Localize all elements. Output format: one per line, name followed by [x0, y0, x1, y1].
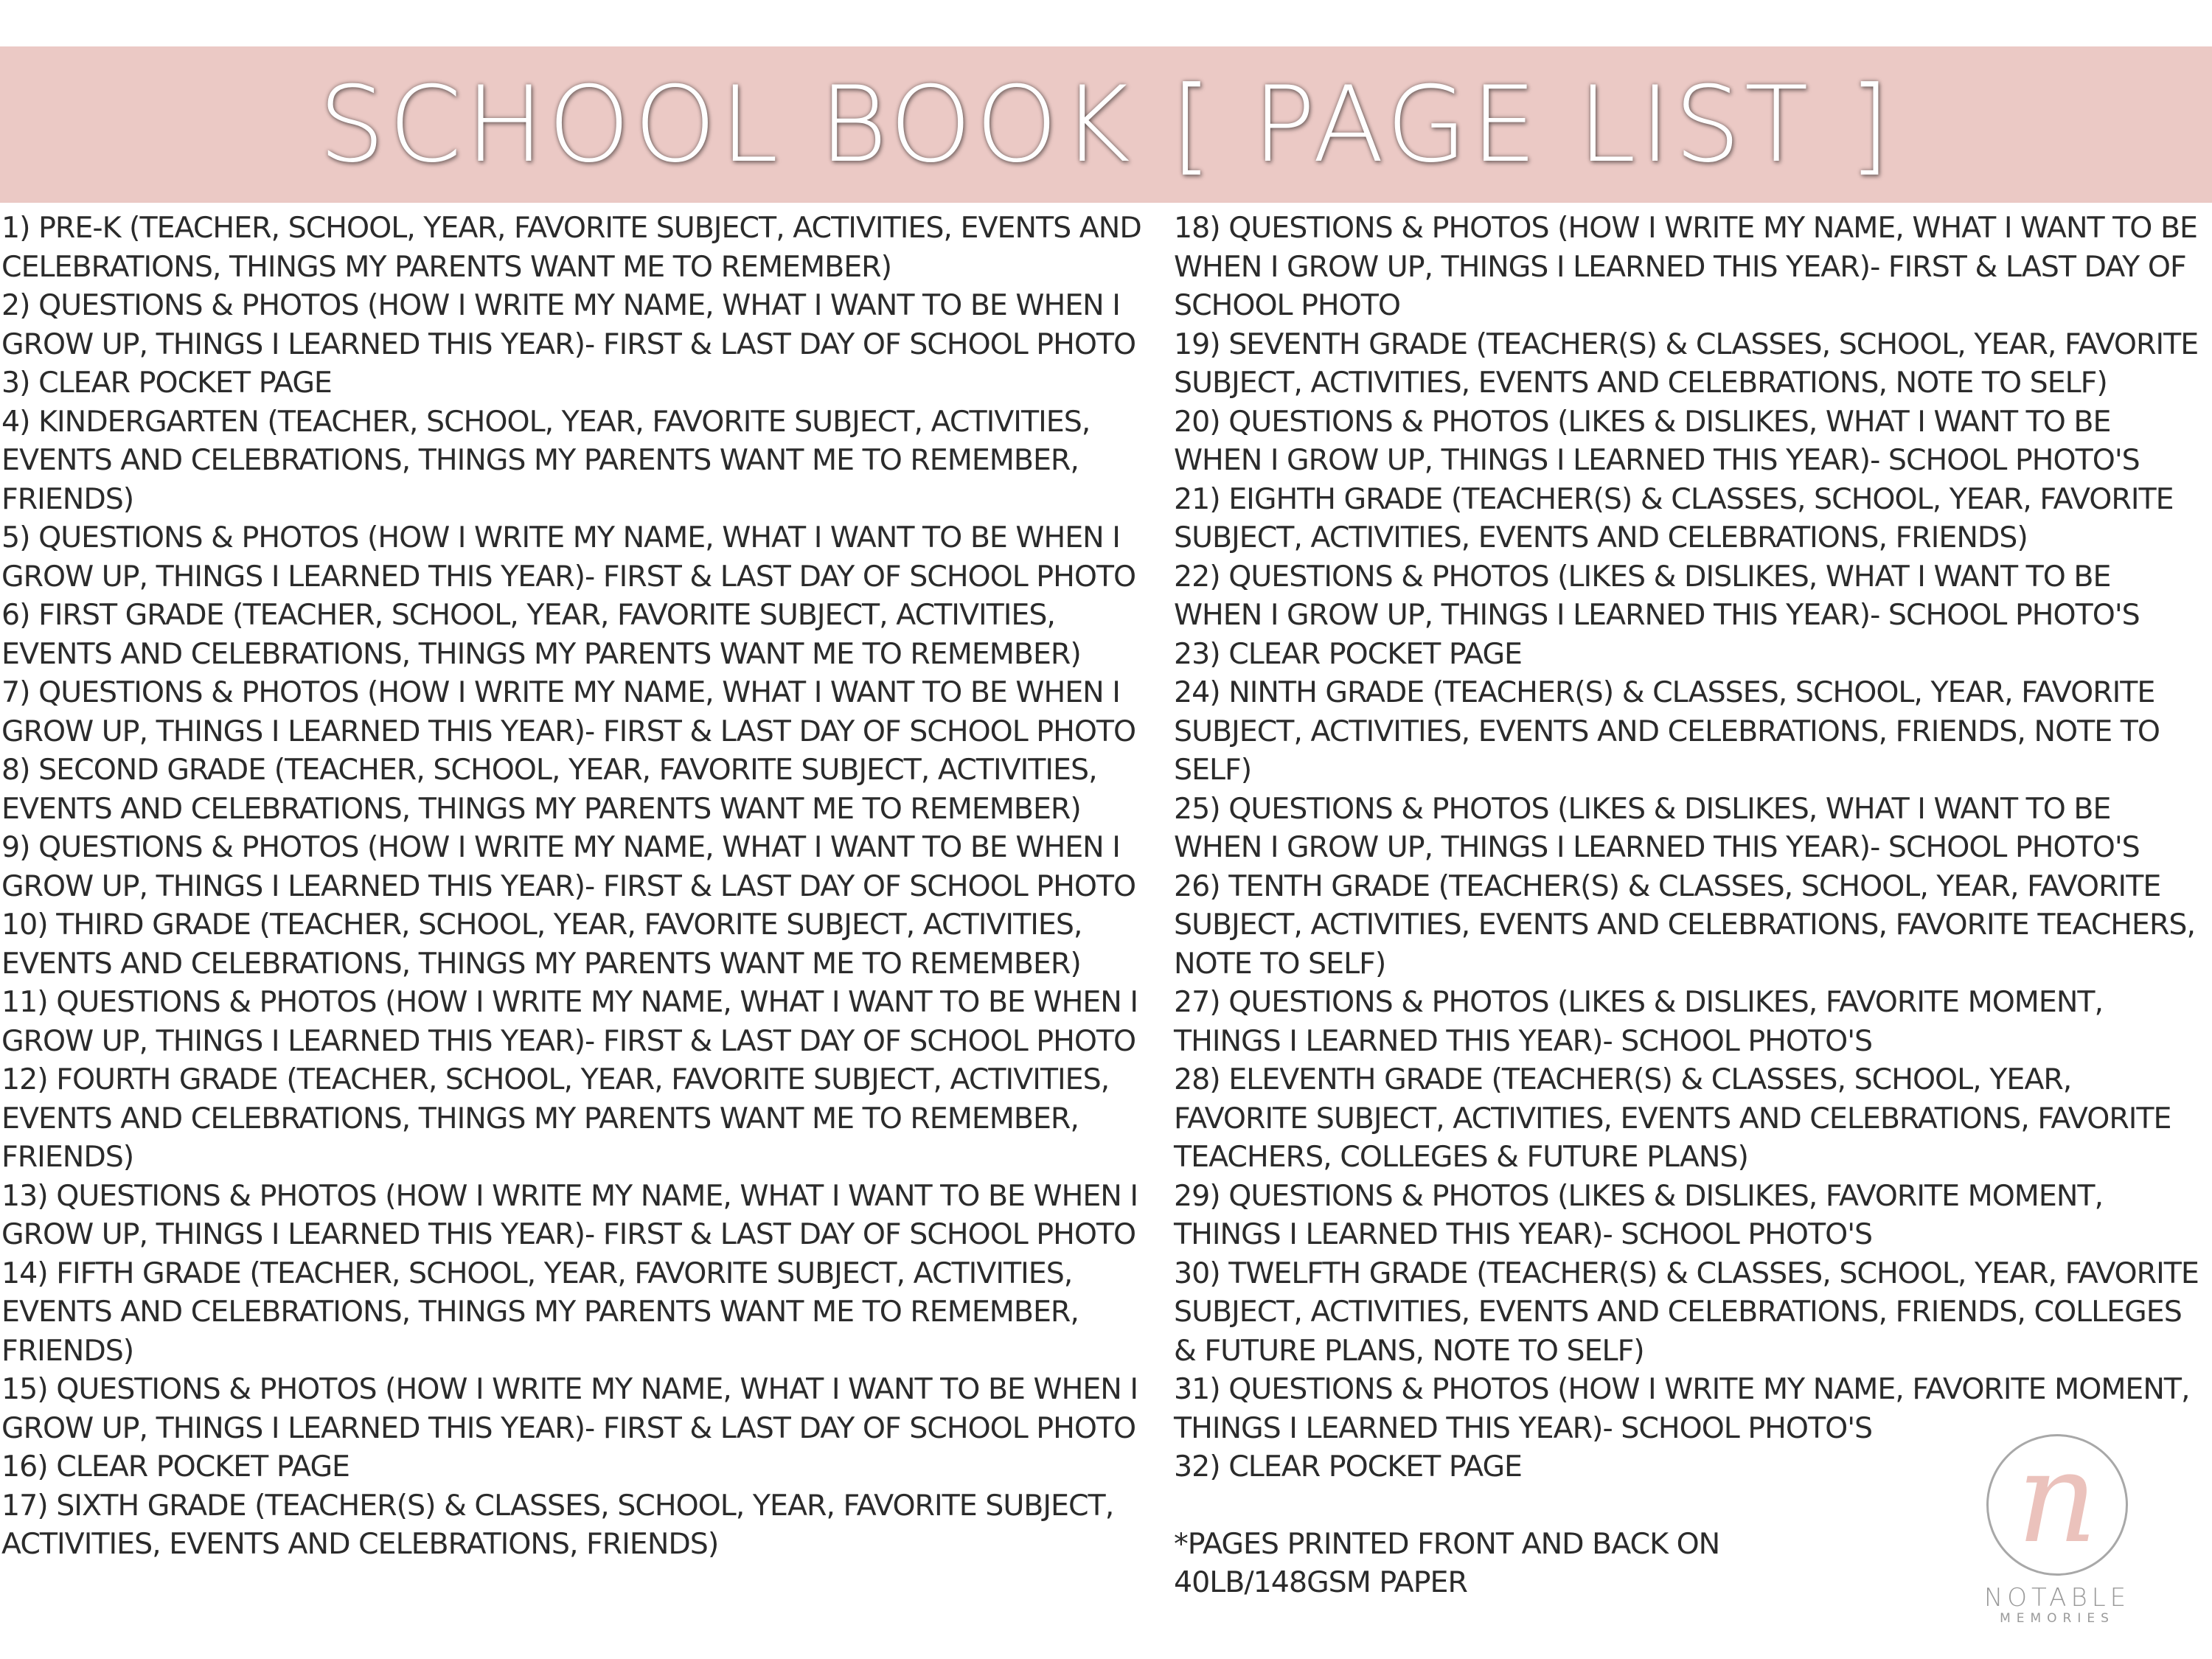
list-item: 31) QUESTIONS & PHOTOS (HOW I WRITE MY NAME, FAVORITE MOMENT, THINGS I LEARNED THIS YEAR)- SCHOOL PHOTO'S [1174, 1372, 2190, 1445]
header-banner [0, 46, 2212, 203]
list-item: 17) SIXTH GRADE (TEACHER(S) & CLASSES, SCHOOL, YEAR, FAVORITE SUBJECT, ACTIVITIES, EVENTS AND CELEBRATIONS, FRIENDS) [1, 1488, 1114, 1561]
list-item: 2) QUESTIONS & PHOTOS (HOW I WRITE MY NAME, WHAT I WANT TO BE WHEN I GROW UP, THINGS I LEARNED THIS YEAR)- FIRST & LAST DAY OF SCHOOL PHOTO [1, 288, 1136, 361]
list-item: 15) QUESTIONS & PHOTOS (HOW I WRITE MY NAME, WHAT I WANT TO BE WHEN I GROW UP, THINGS I LEARNED THIS YEAR)- FIRST & LAST DAY OF SCHOOL PHOTO [1, 1372, 1138, 1445]
list-item: 18) QUESTIONS & PHOTOS (HOW I WRITE MY NAME, WHAT I WANT TO BE WHEN I GROW UP, THINGS I LEARNED THIS YEAR)- FIRST & LAST DAY OF SCHOOL PHOTO [1174, 211, 2198, 322]
list-item: 14) FIFTH GRADE (TEACHER, SCHOOL, YEAR, FAVORITE SUBJECT, ACTIVITIES, EVENTS AND CELEBRATIONS, THINGS MY PARENTS WANT ME TO REMEMBER, FRIENDS) [1, 1256, 1079, 1368]
list-item: 1) PRE-K (TEACHER, SCHOOL, YEAR, FAVORITE SUBJECT, ACTIVITIES, EVENTS AND CELEBRATIONS, THINGS MY PARENTS WANT ME TO REMEMBER) [1, 211, 1141, 284]
list-item: 24) NINTH GRADE (TEACHER(S) & CLASSES, SCHOOL, YEAR, FAVORITE SUBJECT, ACTIVITIES, EVENTS AND CELEBRATIONS, FRIENDS, NOTE TO SELF) [1174, 675, 2160, 787]
paper-note-line-2: 40LB/148GSM PAPER [1174, 1565, 1467, 1599]
list-item: 28) ELEVENTH GRADE (TEACHER(S) & CLASSES, SCHOOL, YEAR, FAVORITE SUBJECT, ACTIVITIES, EVENTS AND CELEBRATIONS, FAVORITE TEACHERS, COLLEGES & FUTURE PLANS) [1174, 1062, 2171, 1174]
list-item: 3) CLEAR POCKET PAGE [1, 366, 332, 400]
page-list-right-column [1174, 209, 2199, 1602]
paper-note-line-1: *PAGES PRINTED FRONT AND BACK ON [1174, 1526, 1720, 1561]
list-item: 29) QUESTIONS & PHOTOS (LIKES & DISLIKES, FAVORITE MOMENT, THINGS I LEARNED THIS YEAR)- SCHOOL PHOTO'S [1174, 1178, 2104, 1251]
list-item: 20) QUESTIONS & PHOTOS (LIKES & DISLIKES, WHAT I WANT TO BE WHEN I GROW UP, THINGS I LEARNED THIS YEAR)- SCHOOL PHOTO'S [1174, 404, 2140, 477]
list-item: 7) QUESTIONS & PHOTOS (HOW I WRITE MY NAME, WHAT I WANT TO BE WHEN I GROW UP, THINGS I LEARNED THIS YEAR)- FIRST & LAST DAY OF SCHOOL PHOTO [1, 675, 1136, 748]
list-item: 32) CLEAR POCKET PAGE [1174, 1450, 1523, 1484]
list-item: 19) SEVENTH GRADE (TEACHER(S) & CLASSES, SCHOOL, YEAR, FAVORITE SUBJECT, ACTIVITIES, EVENTS AND CELEBRATIONS, NOTE TO SELF) [1174, 327, 2199, 400]
list-item: 16) CLEAR POCKET PAGE [1, 1450, 350, 1484]
list-item: 10) THIRD GRADE (TEACHER, SCHOOL, YEAR, FAVORITE SUBJECT, ACTIVITIES, EVENTS AND CELEBRATIONS, THINGS MY PARENTS WANT ME TO REMEMBER) [1, 908, 1082, 981]
page-title: SCHOOL BOOK [ PAGE LIST ] [318, 63, 1894, 186]
list-item: 22) QUESTIONS & PHOTOS (LIKES & DISLIKES, WHAT I WANT TO BE WHEN I GROW UP, THINGS I LEARNED THIS YEAR)- SCHOOL PHOTO'S [1174, 559, 2140, 632]
page-list-left-column [1, 209, 1152, 1564]
list-item: 5) QUESTIONS & PHOTOS (HOW I WRITE MY NAME, WHAT I WANT TO BE WHEN I GROW UP, THINGS I LEARNED THIS YEAR)- FIRST & LAST DAY OF SCHOOL PHOTO [1, 521, 1136, 594]
list-item: 12) FOURTH GRADE (TEACHER, SCHOOL, YEAR, FAVORITE SUBJECT, ACTIVITIES, EVENTS AND CELEBRATIONS, THINGS MY PARENTS WANT ME TO REMEMBER, FRIENDS) [1, 1062, 1110, 1174]
list-item: 23) CLEAR POCKET PAGE [1174, 636, 1523, 671]
list-item: 9) QUESTIONS & PHOTOS (HOW I WRITE MY NAME, WHAT I WANT TO BE WHEN I GROW UP, THINGS I LEARNED THIS YEAR)- FIRST & LAST DAY OF SCHOOL PHOTO [1, 830, 1136, 903]
logo-name: NOTABLE [1983, 1583, 2131, 1613]
list-item: 26) TENTH GRADE (TEACHER(S) & CLASSES, SCHOOL, YEAR, FAVORITE SUBJECT, ACTIVITIES, EVENTS AND CELEBRATIONS, FAVORITE TEACHERS, NOTE TO SELF) [1174, 869, 2196, 981]
list-item: 21) EIGHTH GRADE (TEACHER(S) & CLASSES, SCHOOL, YEAR, FAVORITE SUBJECT, ACTIVITIES, EVENTS AND CELEBRATIONS, FRIENDS) [1174, 481, 2174, 554]
list-item: 27) QUESTIONS & PHOTOS (LIKES & DISLIKES, FAVORITE MOMENT, THINGS I LEARNED THIS YEAR)- SCHOOL PHOTO'S [1174, 985, 2104, 1058]
list-item: 6) FIRST GRADE (TEACHER, SCHOOL, YEAR, FAVORITE SUBJECT, ACTIVITIES, EVENTS AND CELEBRATIONS, THINGS MY PARENTS WANT ME TO REMEMBER) [1, 598, 1081, 671]
list-item: 25) QUESTIONS & PHOTOS (LIKES & DISLIKES, WHAT I WANT TO BE WHEN I GROW UP, THINGS I LEARNED THIS YEAR)- SCHOOL PHOTO'S [1174, 791, 2140, 864]
notable-memories-logo [1983, 1425, 2131, 1626]
logo-monogram-icon: n [1986, 1434, 2128, 1576]
list-item: 13) QUESTIONS & PHOTOS (HOW I WRITE MY NAME, WHAT I WANT TO BE WHEN I GROW UP, THINGS I LEARNED THIS YEAR)- FIRST & LAST DAY OF SCHOOL PHOTO [1, 1178, 1138, 1251]
list-item: 8) SECOND GRADE (TEACHER, SCHOOL, YEAR, FAVORITE SUBJECT, ACTIVITIES, EVENTS AND CELEBRATIONS, THINGS MY PARENTS WANT ME TO REMEMBER) [1, 753, 1097, 826]
list-item: 4) KINDERGARTEN (TEACHER, SCHOOL, YEAR, FAVORITE SUBJECT, ACTIVITIES, EVENTS AND CELEBRATIONS, THINGS MY PARENTS WANT ME TO REMEMBER, FRIENDS) [1, 404, 1091, 516]
logo-subtitle: MEMORIES [2000, 1611, 2115, 1626]
list-item: 11) QUESTIONS & PHOTOS (HOW I WRITE MY NAME, WHAT I WANT TO BE WHEN I GROW UP, THINGS I LEARNED THIS YEAR)- FIRST & LAST DAY OF SCHOOL PHOTO [1, 985, 1138, 1058]
list-item: 30) TWELFTH GRADE (TEACHER(S) & CLASSES, SCHOOL, YEAR, FAVORITE SUBJECT, ACTIVITIES, EVENTS AND CELEBRATIONS, FRIENDS, COLLEGES & FUTURE PLANS, NOTE TO SELF) [1174, 1256, 2199, 1368]
